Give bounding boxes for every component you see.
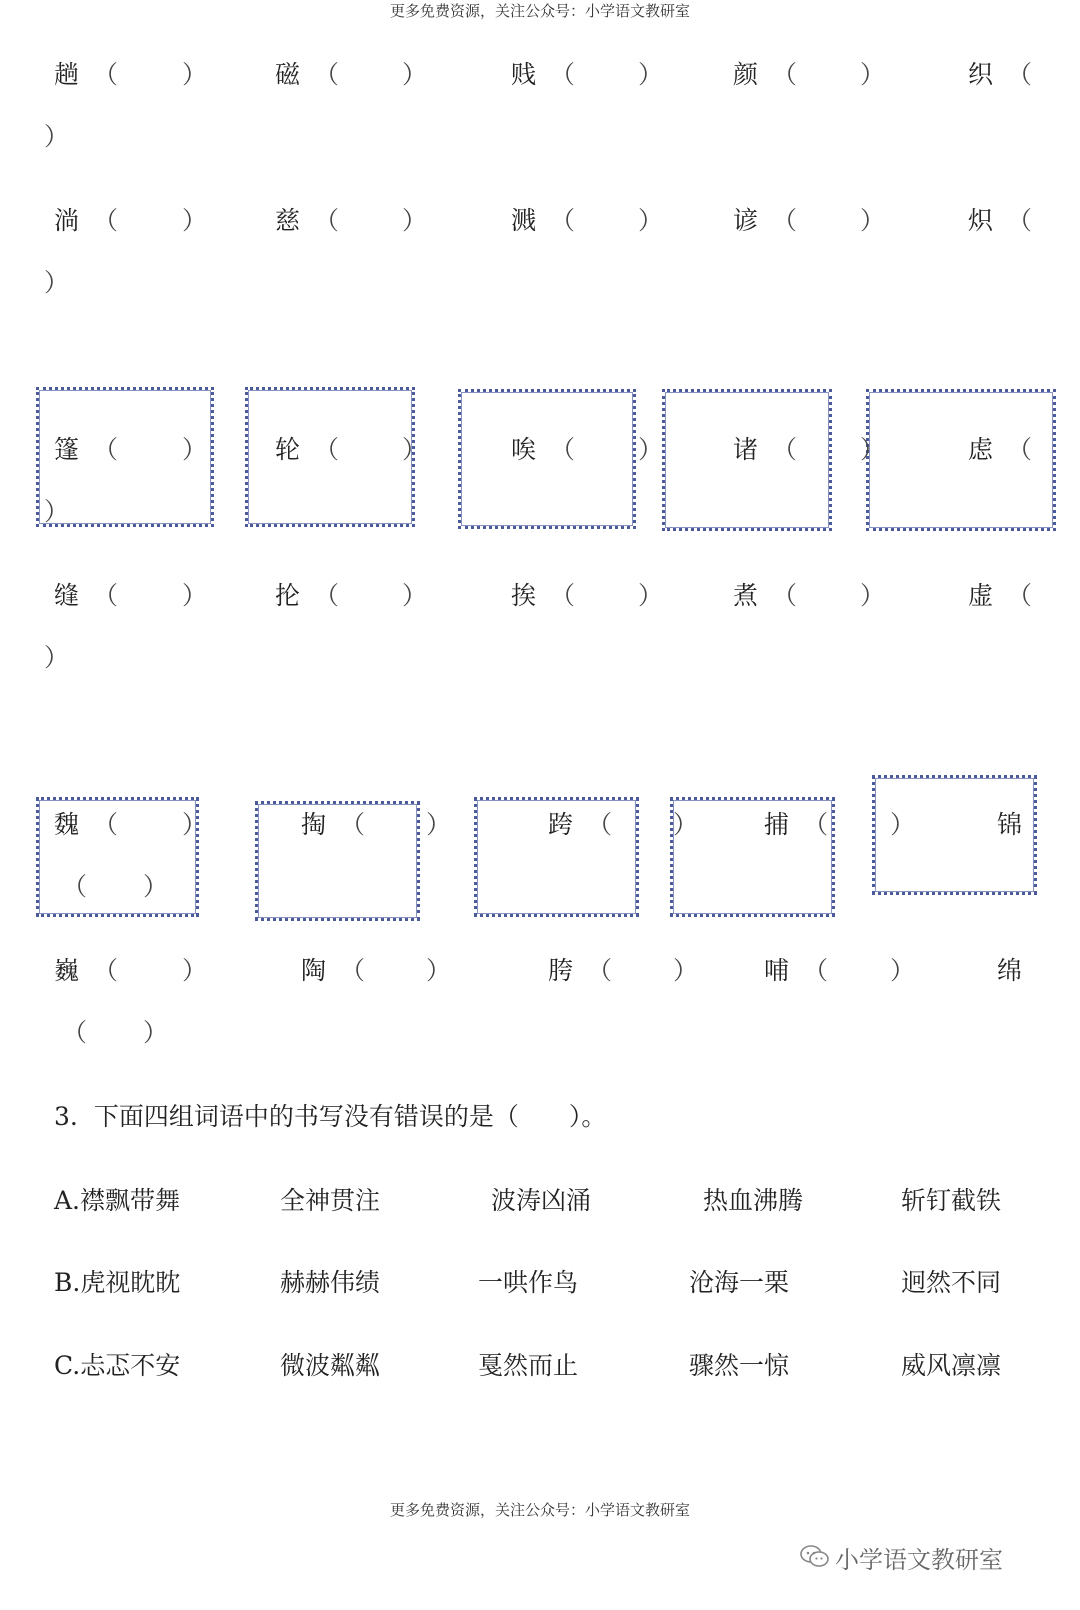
- paren-close: ）: [860, 581, 886, 610]
- paren-close: ）: [426, 810, 452, 839]
- option-word: 热血沸腾: [703, 1186, 804, 1215]
- paren-close: ）: [182, 435, 208, 464]
- option-word: 戛然而止: [478, 1351, 579, 1380]
- paren-close: ）: [44, 497, 70, 526]
- paren-close: ）: [402, 435, 428, 464]
- char-item: 唉 （: [511, 435, 576, 464]
- question-3: [54, 1102, 606, 1132]
- char-item: 虑 （: [968, 435, 1033, 464]
- char-item: 抡 （: [275, 581, 340, 610]
- option-word: 威风凛凛: [901, 1351, 1002, 1380]
- paren-close: ）: [426, 956, 452, 985]
- paren-close: ）: [638, 206, 664, 235]
- paren-close: ）: [673, 810, 699, 839]
- paren-close: ）: [673, 956, 699, 985]
- char-item: 哺 （: [764, 956, 829, 985]
- paren-close: ）: [402, 581, 428, 610]
- char-item: 缝 （: [54, 581, 119, 610]
- char-item: 跨 （: [548, 810, 613, 839]
- wechat-icon: [800, 1544, 830, 1570]
- option-word: 迥然不同: [901, 1268, 1002, 1297]
- paren-close: ）: [638, 581, 664, 610]
- option-word: 斩钉截铁: [901, 1186, 1002, 1215]
- char-item: 篷 （: [54, 435, 119, 464]
- char-item: 淌 （: [54, 206, 119, 235]
- char-item: 炽 （: [968, 206, 1033, 235]
- option-word: 一哄作鸟: [478, 1268, 579, 1297]
- option-a-label: A.襟飘带舞: [54, 1186, 181, 1215]
- char-item: 贱 （: [511, 60, 576, 89]
- char-item: 绵: [997, 956, 1023, 985]
- paren-close: ）: [860, 435, 886, 464]
- paren-close: ）: [44, 122, 70, 151]
- paren-close: ）: [860, 60, 886, 89]
- option-word: 波涛凶涌: [491, 1186, 592, 1215]
- paren-close: ）: [402, 60, 428, 89]
- char-item: 轮 （: [275, 435, 340, 464]
- page-footer: 更多免费资源，关注公众号：小学语文教研室: [389, 1501, 690, 1519]
- paren-close: ）: [182, 206, 208, 235]
- char-item: 颜 （: [733, 60, 798, 89]
- char-item: 织 （: [968, 60, 1033, 89]
- char-item: 溅 （: [511, 206, 576, 235]
- paren-close: ）: [182, 60, 208, 89]
- answer-blank: （ ）: [62, 1018, 169, 1047]
- paren-close: ）: [860, 206, 886, 235]
- char-item: 挨 （: [511, 581, 576, 610]
- char-item: 趟 （: [54, 60, 119, 89]
- char-item: 魏 （: [54, 810, 119, 839]
- paren-close: ）: [182, 581, 208, 610]
- option-b-label: B.虎视眈眈: [54, 1268, 181, 1297]
- paren-close: ）: [182, 956, 208, 985]
- option-word: 微波粼粼: [280, 1351, 381, 1380]
- paren-close: ）: [638, 60, 664, 89]
- char-item: 虚 （: [968, 581, 1033, 610]
- paren-close: ）: [402, 206, 428, 235]
- paren-close: ）: [182, 810, 208, 839]
- answer-blank: （ ）: [62, 872, 169, 901]
- option-c-label: C.忐忑不安: [54, 1351, 181, 1380]
- paren-close: ）: [890, 810, 916, 839]
- option-word: 沧海一栗: [689, 1268, 790, 1297]
- char-item: 诸 （: [733, 435, 798, 464]
- char-item: 磁 （: [275, 60, 340, 89]
- char-item: 煮 （: [733, 581, 798, 610]
- paren-close: ）: [44, 268, 70, 297]
- paren-close: ）: [890, 956, 916, 985]
- char-item: 慈 （: [275, 206, 340, 235]
- char-item: 陶 （: [301, 956, 366, 985]
- option-word: 赫赫伟绩: [280, 1268, 381, 1297]
- char-item: 谚 （: [733, 206, 798, 235]
- char-item: 巍 （: [54, 956, 119, 985]
- question-text: 下面四组词语中的书写没有错误的是（ ）。: [93, 1102, 607, 1131]
- question-number: 3.: [54, 1102, 78, 1131]
- page-header: 更多免费资源，关注公众号：小学语文教研室: [389, 2, 690, 20]
- char-item: 胯 （: [548, 956, 613, 985]
- char-item: 捕 （: [764, 810, 829, 839]
- paren-close: ）: [44, 643, 70, 672]
- char-item: 掏 （: [301, 810, 366, 839]
- paren-close: ）: [638, 435, 664, 464]
- watermark-text: 小学语文教研室: [835, 1546, 1003, 1574]
- option-word: 骤然一惊: [689, 1351, 790, 1380]
- char-item: 锦: [997, 810, 1023, 839]
- option-word: 全神贯注: [280, 1186, 381, 1215]
